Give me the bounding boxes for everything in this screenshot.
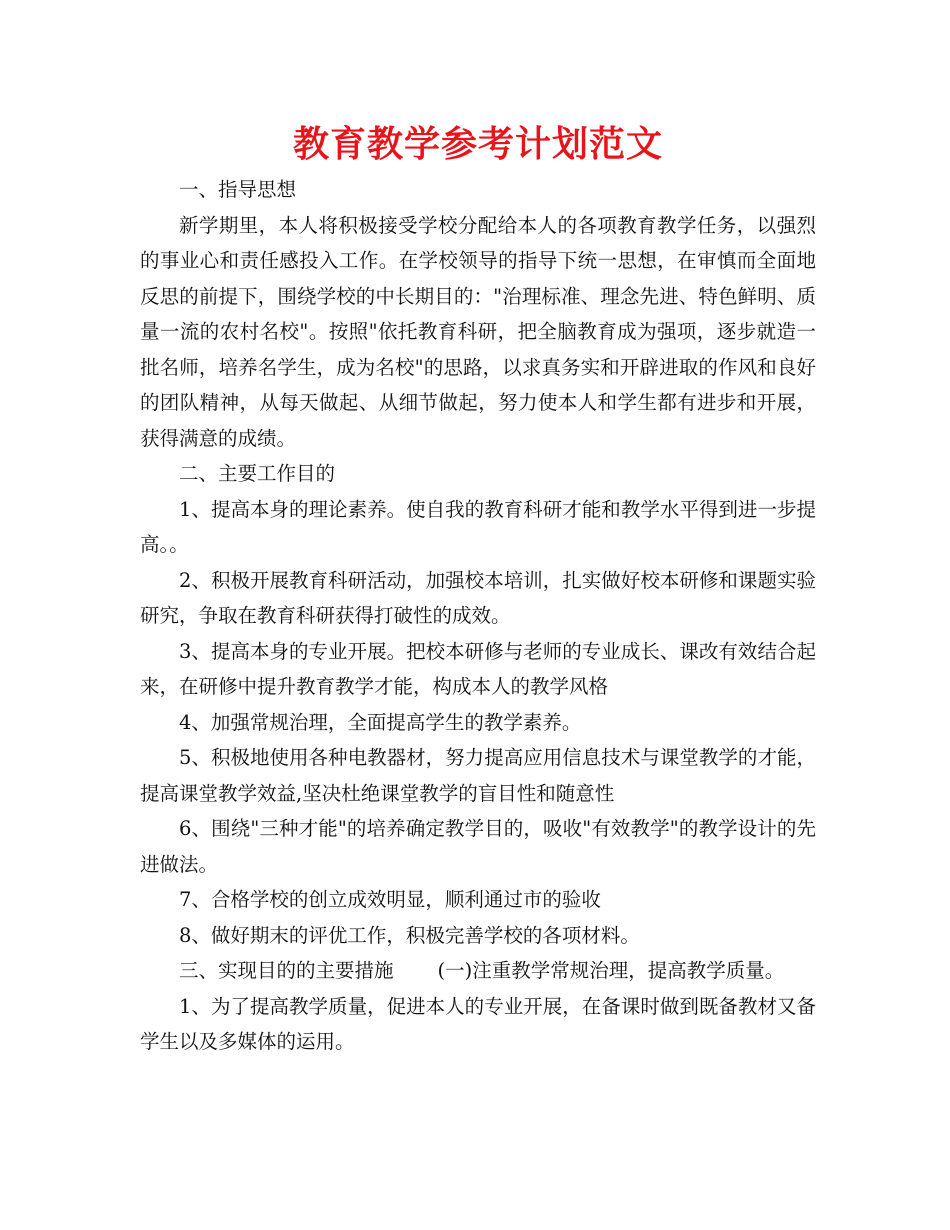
goal-item-6: 6、围绕"三种才能"的培养确定教学目的，吸收"有效教学"的教学设计的先进做法。 (140, 817, 816, 876)
goal-item-1: 1、提高本身的理论素养。使自我的教育科研才能和教学水平得到进一步提高。。 (140, 497, 816, 556)
paragraph-guiding-ideas: 新学期里，本人将积极接受学校分配给本人的各项教育教学任务，以强烈的事业心和责任感投入工作。在学校领导的指导下统一思想，在审慎而全面地反思的前提下，围绕学校的中长期目的："治理标准、理念先进、特色鲜明、质量一流的农村名校"。按照"依托教育科研，把全脑教育成为强项，逐步就造一批名师，培养名学生，成为名校"的思路，以求真务实和开辟进取的作风和良好的团队精神，从每天做起、从细节做起，努力使本人和学生都有进步和开展，获得满意的成绩。 (140, 213, 816, 450)
measures-heading-text: 三、实现目的的主要措施 (179, 959, 394, 982)
goal-item-3: 3、提高本身的专业开展。把校本研修与老师的专业成长、课改有效结合起来，在研修中提升教育教学才能，构成本人的教学风格 (140, 639, 816, 698)
measure-item-1: 1、为了提高教学质量，促进本人的专业开展，在备课时做到既备教材又备学生以及多媒体的运用。 (140, 994, 816, 1053)
section-heading-main-goals: 二、主要工作目的 (179, 462, 336, 485)
section-heading-guiding-ideas: 一、指导思想 (179, 178, 297, 201)
goal-item-4: 4、加强常规治理，全面提高学生的教学素养。 (179, 710, 582, 734)
goal-item-7: 7、合格学校的创立成效明显，顺利通过市的验收 (179, 888, 601, 911)
section-heading-measures (140, 953, 816, 989)
measures-subheading: (一)注重教学常规治理，提高教学质量。 (437, 959, 785, 982)
goal-item-5: 5、积极地使用各种电教器材，努力提高应用信息技术与课堂教学的才能，提高课堂教学效益,坚决杜绝课堂教学的盲目性和随意性 (140, 746, 816, 805)
document-page (140, 118, 816, 1060)
goal-item-2: 2、积极开展教育科研活动，加强校本培训，扎实做好校本研修和课题实验研究，争取在教育科研获得打破性的成效。 (140, 568, 816, 627)
document-title: 教育教学参考计划范文 (292, 124, 663, 165)
goal-item-8: 8、做好期末的评优工作，积极完善学校的各项材料。 (179, 923, 640, 947)
